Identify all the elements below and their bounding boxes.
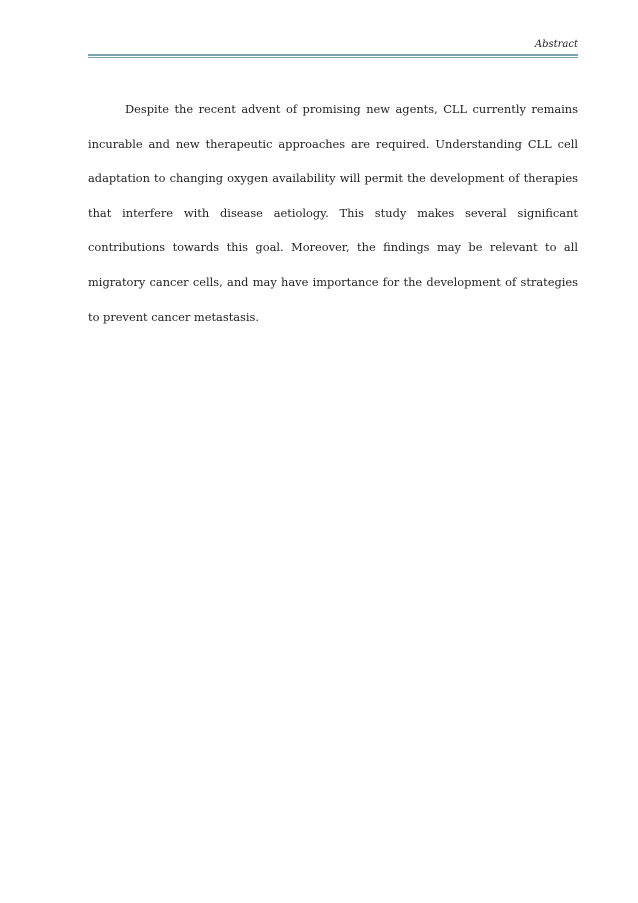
header-rule-thick [88, 54, 578, 56]
abstract-paragraph: Despite the recent advent of promising new agents, CLL currently remains incurable and new therapeutic approaches are required. Understanding CLL cell adaptation to changing oxygen availability will permit the development of therapies that interfere with disease aetiology. This study makes several significant contributions towards this goal. Moreover, the findings may be relevant to all migratory cancer cells, and may have importance for the development of strategies to prevent cancer metastasis. [88, 102, 578, 324]
header-rule-thin [88, 57, 578, 58]
header-title: Abstract [534, 39, 578, 50]
page-header [88, 38, 578, 62]
